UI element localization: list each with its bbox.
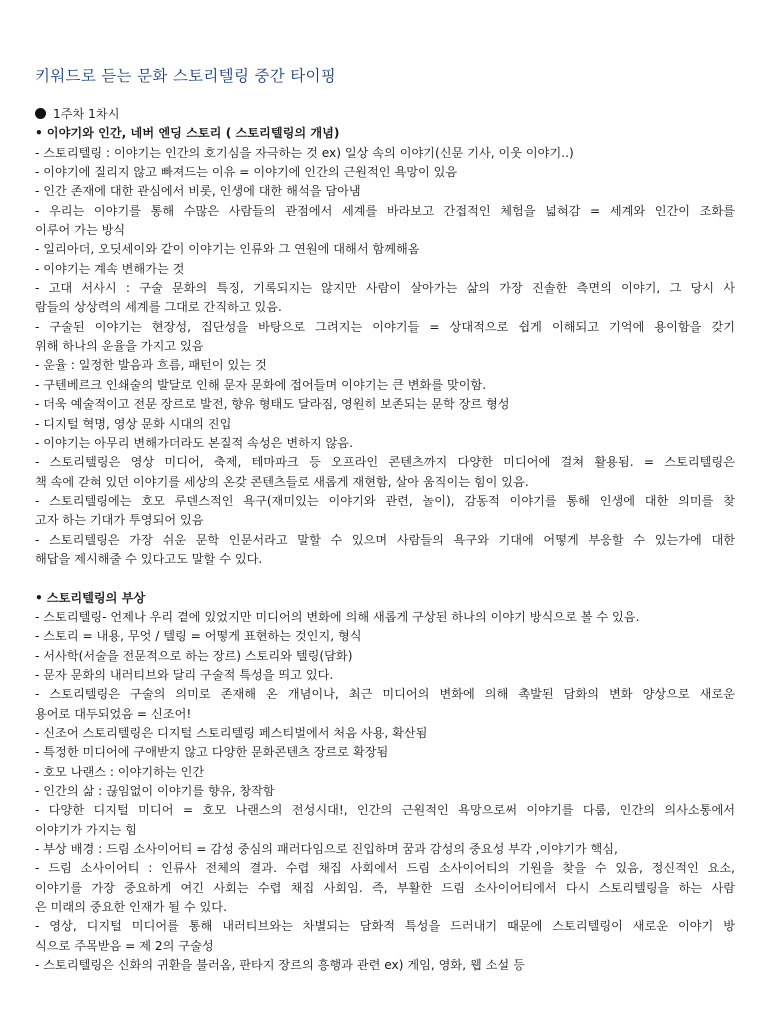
text-line: - 신조어 스토리텔링은 디지털 스토리텔링 페스티벌에서 처음 사용, 확산됨 bbox=[35, 726, 428, 740]
text-line: - 스토리텔링에는 호모 루덴스적인 욕구(재미있는 이야기와 관련, 놀이), 감동적 이야기를 통해 인생에 대한 의미를 찾 bbox=[35, 493, 735, 508]
text-line: 이야기가 가지는 힘 bbox=[35, 822, 137, 837]
text-line: - 인간의 삶 : 끊임없이 이야기를 향유, 창작함 bbox=[35, 784, 275, 799]
text-line: 책 속에 갇혀 있던 이야기를 세상의 온갖 콘텐츠들로 새롭게 재현함, 살아 움직이는 힘이 있음. bbox=[35, 474, 529, 489]
bullet-icon: • bbox=[35, 126, 43, 141]
text-line: - 영상, 디지털 미디어를 통해 내러티브와는 차별되는 담화적 특성을 드러내기 때문에 스토리텔링이 새로운 이야기 방 bbox=[35, 919, 735, 934]
spacer bbox=[35, 569, 735, 588]
section-heading-text: 스토리텔링의 부상 bbox=[46, 590, 146, 605]
text-line: - 부상 배경 : 드림 소사이어티 = 감성 중심의 패러다임으로 진입하며 꿈과 감성의 중요성 부각 ,이야기가 핵심, bbox=[35, 842, 618, 857]
text-line: - 구텐베르크 인쇄술의 발달로 인해 문자 문화에 접어들며 이야기는 큰 변화를 맞이함. bbox=[35, 377, 487, 392]
text-line: - 이야기는 계속 변해가는 것 bbox=[35, 261, 185, 276]
text-line: - 운율 : 일정한 발음과 흐름, 패턴이 있는 것 bbox=[35, 358, 267, 373]
bullet-icon: • bbox=[35, 590, 43, 605]
text-line: - 특정한 미디어에 구애받지 않고 다양한 문화콘텐츠 장르로 확장됨 bbox=[35, 745, 389, 760]
text-line: - 드림 소사이어티 : 인류사 전체의 결과. 수렵 채집 사회에서 드림 소사이어티의 기원을 찾을 수 있음, 정신적인 요소, bbox=[35, 861, 735, 876]
text-line: 은 미래의 중요한 인재가 될 수 있다. bbox=[35, 900, 227, 915]
text-line: 식으로 주목받음 = 제 2의 구술성 bbox=[35, 938, 214, 953]
text-line: 람들의 상상력의 세계를 그대로 간직하고 있음. bbox=[35, 300, 282, 315]
text-line: - 스토리텔링- 언제나 우리 곁에 있었지만 미디어의 변화에 의해 새롭게 구상된 하나의 이야기 방식으로 볼 수 있음. bbox=[35, 609, 640, 624]
text-line: - 인간 존재에 대한 관심에서 비롯, 인생에 대한 해석을 담아냄 bbox=[35, 184, 361, 199]
text-line: - 스토리텔링은 가장 쉬운 문학 인문서라고 말할 수 있으며 사람들의 욕구와 기대에 어떻게 부응할 수 있는가에 대한 bbox=[35, 532, 735, 547]
document-body bbox=[35, 105, 735, 975]
filled-circle-bullet-icon bbox=[35, 108, 46, 119]
week-label: 1주차 1차시 bbox=[53, 107, 120, 121]
text-line: - 일리아더, 오딧세이와 같이 이야기는 인류와 그 연원에 대해서 함께해옴 bbox=[35, 242, 420, 257]
text-line: - 구술된 이야기는 현장성, 집단성을 바탕으로 그려지는 이야기들 = 상대적으로 쉽게 이해되고 기억에 용이함을 갖기 bbox=[35, 319, 735, 334]
section-2-lines bbox=[35, 608, 735, 976]
text-line: - 이야기는 아무리 변해가더라도 본질적 속성은 변하지 않음. bbox=[35, 435, 353, 450]
text-line: - 이야기에 질리지 않고 빠져드는 이유 = 이야기에 인간의 근원적인 욕망이 있음 bbox=[35, 165, 458, 180]
text-line: - 스토리텔링 : 이야기는 인간의 호기심을 자극하는 것 ex) 일상 속의 이야기(신문 기사, 이웃 이야기..) bbox=[35, 145, 574, 160]
text-line: - 서사학(서술을 전문적으로 하는 장르) 스토리와 텔링(담화) bbox=[35, 648, 353, 663]
text-line: - 스토리텔링은 구술의 의미로 존재해 온 개념이나, 최근 미디어의 변화에 의해 촉발된 담화의 변화 양상으로 새로운 bbox=[35, 687, 735, 702]
section-heading bbox=[35, 124, 735, 143]
text-line: - 고대 서사시 : 구술 문화의 특징, 기록되지는 않지만 사람이 살아가는 삶의 가장 진솔한 측면의 이야기, 그 당시 사 bbox=[35, 281, 735, 296]
section-heading-text: 이야기와 인간, 네버 엔딩 스토리 ( 스토리텔링의 개념) bbox=[46, 126, 340, 141]
text-line: 이루어 가는 방식 bbox=[35, 223, 126, 238]
section-1-lines bbox=[35, 144, 735, 570]
text-line: 이야기를 가장 중요하게 여긴 사회는 수렵 채집 사회임. 즉, 부활한 드림 소사이어티에서 다시 스토리텔링을 하는 사람 bbox=[35, 880, 735, 895]
text-line: - 호모 나랜스 : 이야기하는 인간 bbox=[35, 764, 205, 779]
text-line: 해답을 제시해줄 수 있다고도 말할 수 있다. bbox=[35, 551, 263, 566]
section-heading bbox=[35, 589, 735, 608]
text-line: - 우리는 이야기를 통해 수많은 사람들의 관점에서 세계를 바라보고 간접적인 체험을 넓혀감 = 세계와 인간이 조화를 bbox=[35, 203, 735, 218]
text-line: - 더욱 예술적이고 전문 장르로 발전, 향유 형태도 달라짐, 영원히 보존되는 문학 장르 형성 bbox=[35, 397, 510, 412]
text-line: - 스토리텔링은 신화의 귀환을 불러옴, 판타지 장르의 흥행과 관련 ex) 게임, 영화, 웹 소설 등 bbox=[35, 958, 525, 973]
text-line: - 디지털 혁명, 영상 문화 시대의 진입 bbox=[35, 416, 232, 431]
document-title: 키워드로 듣는 문화 스토리텔링 중간 타이핑 bbox=[35, 67, 337, 85]
week-heading bbox=[35, 105, 735, 124]
text-line: 용어로 대두되었음 = 신조어! bbox=[35, 706, 192, 721]
text-line: - 다양한 디지털 미디어 = 호모 나랜스의 전성시대!, 인간의 근원적인 욕망으로써 이야기를 다룸, 인간의 의사소통에서 bbox=[35, 803, 735, 818]
text-line: 위해 하나의 운율을 가지고 있음 bbox=[35, 339, 204, 354]
text-line: - 스토리 = 내용, 무엇 / 텔링 = 어떻게 표현하는 것인지, 형식 bbox=[35, 629, 362, 644]
text-line: 고자 하는 기대가 투영되어 있음 bbox=[35, 513, 204, 528]
text-line: - 문자 문화의 내러티브와 달리 구술적 특성을 띄고 있다. bbox=[35, 667, 334, 682]
text-line: - 스토리텔링은 영상 미디어, 축제, 테마파크 등 오프라인 콘텐츠까지 다양한 미디어에 걸쳐 활용됨. = 스토리텔링은 bbox=[35, 455, 735, 470]
